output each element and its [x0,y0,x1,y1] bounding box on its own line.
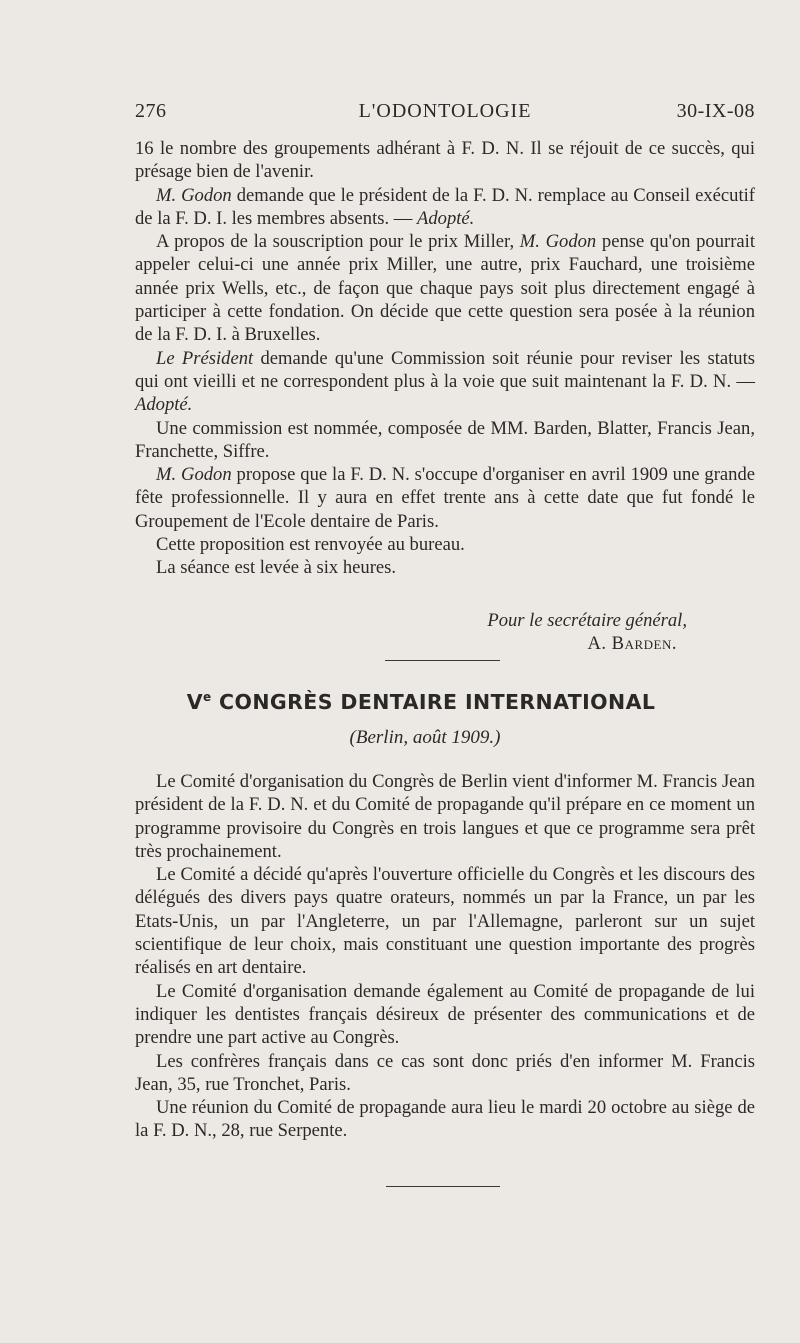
section-subtitle: (Berlin, août 1909.) [349,727,501,748]
end-divider [386,1186,500,1187]
paragraph: 16 le nombre des groupements adhérant à F. D. N. Il se réjouit de ce succès, qui présage bien de l'avenir. [135,138,755,183]
paragraph: Le Comité a décidé qu'après l'ouverture officielle du Congrès et les discours des délégués des divers pays quatre orateurs, nommés un par la France, un par les Etats-Unis, un par l'Angleterre, un par l'Allemagne, parleront sur un sujet scientifique de leur choix, mais constituant une question importante des progrès réalisés en art dentaire. [135,864,755,979]
signature-block [135,609,687,656]
speaker-name: M. Godon [156,464,232,486]
speaker-name: M. Godon [519,231,597,253]
paragraph: A propos de la souscription pour le prix Miller, M. Godon pense qu'on pourrait appeler celui-ci une année prix Miller, une autre, prix Fauchard, une troisième année prix Wells, etc., de façon que chaque pays soit plus directement engagé à participer à cette fondation. On décide que cette question sera posée à la réunion de la F. D. I. à Bruxelles. [135,231,755,346]
running-header [135,100,755,130]
paragraph: Le Comité d'organisation demande également au Comité de propagande de lui indiquer les dentistes français désireux de présenter des communications et de prendre une part active au Congrès. [135,980,755,1049]
paragraph: Le Comité d'organisation du Congrès de Berlin vient d'informer M. Francis Jean président de la F. D. N. et du Comité de propagande qu'il prépare en ce moment un programme provisoire du Congrès en trois langues et que ce programme sera prêt très prochainement. [135,771,755,862]
section-title: Ve CONGRÈS DENTAIRE INTERNATIONAL [186,690,656,714]
adopted-mark: Adopté. [417,207,475,229]
page-number: 276 [135,100,167,122]
meeting-minutes [135,137,755,580]
issue-date: 30-IX-08 [676,100,755,122]
congress-announcement [135,770,755,1143]
section-divider [385,660,500,661]
journal-title: L'ODONTOLOGIE [358,100,532,122]
adopted-mark: Adopté. [135,394,193,416]
paragraph: Les confrères français dans ce cas sont donc priés d'en informer M. Francis Jean, 35, rue Tronchet, Paris. [135,1050,755,1095]
speaker-name: M. Godon [156,184,232,206]
signature-name: A. Barden. [587,633,677,655]
paragraph: M. Godon demande que le président de la F. D. N. remplace au Conseil exécutif de la F. D. I. les membres absents. — Adopté. [135,184,755,229]
paragraph: Une commission est nommée, composée de MM. Barden, Blatter, Francis Jean, Franchette, Siffre. [135,417,755,462]
paragraph: La séance est levée à six heures. [156,557,397,579]
paragraph: Une réunion du Comité de propagande aura lieu le mardi 20 octobre au siège de la F. D. N., 28, rue Serpente. [135,1097,755,1142]
paragraph: Cette proposition est renvoyée au bureau. [156,534,465,556]
paragraph: Le Président demande qu'une Commission soit réunie pour reviser les statuts qui ont vieilli et ne correspondent plus à la voie que suit maintenant la F. D. N. — Adopté. [135,347,755,416]
paragraph: M. Godon propose que la F. D. N. s'occupe d'organiser en avril 1909 une grande fête professionnelle. Il y aura en effet trente ans à cette date que fut fondé le Groupement de l'Ecole dentaire de Paris. [135,464,755,532]
speaker-name: Le Président [156,347,254,369]
signature-role: Pour le secrétaire général, [487,610,687,631]
